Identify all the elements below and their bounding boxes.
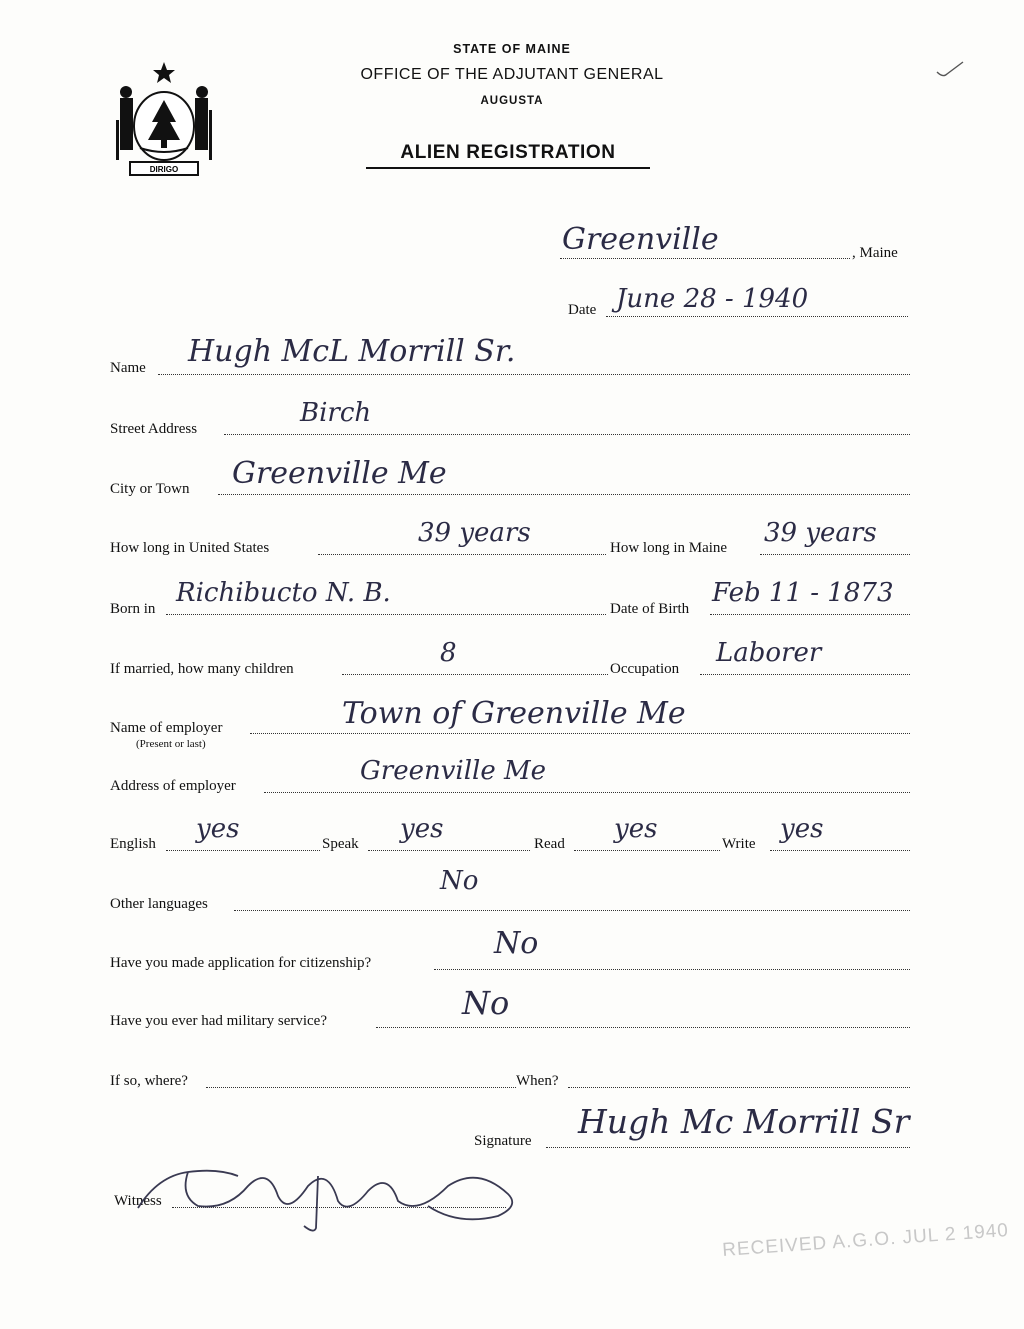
speak-line bbox=[368, 850, 530, 851]
header-state: STATE OF MAINE bbox=[453, 42, 571, 56]
citizenship-label: Have you made application for citizenship? bbox=[110, 955, 372, 971]
signature-value[interactable]: Hugh Mc Morrill Sr bbox=[578, 1102, 910, 1141]
occupation-line bbox=[700, 674, 910, 675]
write-label: Write bbox=[722, 836, 756, 852]
where-label: If so, where? bbox=[110, 1073, 188, 1089]
employer-name-label: Name of employer bbox=[110, 720, 223, 736]
when-label: When? bbox=[516, 1073, 559, 1089]
born-in-value[interactable]: Richibucto N. B. bbox=[176, 578, 391, 608]
speak-label: Speak bbox=[322, 836, 359, 852]
how-long-maine-value[interactable]: 39 years bbox=[764, 518, 877, 548]
citizenship-value[interactable]: No bbox=[494, 926, 539, 961]
received-stamp: RECEIVED A.G.O. JUL 2 1940 bbox=[721, 1220, 1010, 1261]
how-long-maine-label: How long in Maine bbox=[610, 540, 728, 556]
write-value[interactable]: yes bbox=[780, 814, 824, 844]
children-label: If married, how many children bbox=[110, 661, 294, 677]
english-value[interactable]: yes bbox=[196, 814, 240, 844]
other-languages-label: Other languages bbox=[110, 896, 208, 912]
born-in-label: Born in bbox=[110, 601, 156, 617]
other-languages-line bbox=[234, 910, 910, 911]
name-label: Name bbox=[110, 360, 146, 376]
seal-motto: DIRIGO bbox=[149, 165, 179, 174]
form-title: ALIEN REGISTRATION bbox=[366, 142, 650, 169]
employer-address-line bbox=[264, 792, 910, 793]
city-line bbox=[218, 494, 910, 495]
english-line bbox=[166, 850, 320, 851]
employer-name-line bbox=[250, 733, 910, 734]
military-service-label: Have you ever had military service? bbox=[110, 1013, 327, 1029]
name-line bbox=[158, 374, 910, 375]
witness-label: Witness bbox=[114, 1193, 162, 1209]
street-address-value[interactable]: Birch bbox=[300, 398, 372, 428]
how-long-us-value[interactable]: 39 years bbox=[418, 518, 531, 548]
signature-label: Signature bbox=[474, 1133, 532, 1149]
read-value[interactable]: yes bbox=[614, 814, 658, 844]
occupation-label: Occupation bbox=[610, 661, 680, 677]
witness-signature-scrawl bbox=[128, 1146, 548, 1236]
signature-line bbox=[546, 1147, 910, 1148]
employer-address-label: Address of employer bbox=[110, 778, 236, 794]
city-value[interactable]: Greenville Me bbox=[232, 456, 447, 491]
date-of-birth-label: Date of Birth bbox=[610, 601, 690, 617]
employer-name-value[interactable]: Town of Greenville Me bbox=[342, 696, 686, 731]
date-label: Date bbox=[568, 302, 597, 318]
citizenship-line bbox=[434, 969, 910, 970]
city-label: City or Town bbox=[110, 481, 190, 497]
how-long-us-label: How long in United States bbox=[110, 540, 270, 556]
speak-value[interactable]: yes bbox=[400, 814, 444, 844]
write-line bbox=[770, 850, 910, 851]
english-label: English bbox=[110, 836, 156, 852]
date-line bbox=[606, 316, 908, 317]
children-value[interactable]: 8 bbox=[440, 638, 457, 668]
street-address-label: Street Address bbox=[110, 421, 198, 437]
children-line bbox=[342, 674, 608, 675]
date-value[interactable]: June 28 - 1940 bbox=[616, 284, 809, 314]
when-line bbox=[568, 1087, 910, 1088]
date-of-birth-line bbox=[710, 614, 910, 615]
other-languages-value[interactable]: No bbox=[440, 866, 479, 896]
how-long-maine-line bbox=[760, 554, 910, 555]
place-line bbox=[560, 258, 850, 259]
header-office: OFFICE OF THE ADJUTANT GENERAL bbox=[360, 66, 664, 83]
where-line bbox=[206, 1087, 516, 1088]
date-of-birth-value[interactable]: Feb 11 - 1873 bbox=[712, 578, 894, 608]
born-in-line bbox=[166, 614, 606, 615]
how-long-us-line bbox=[318, 554, 606, 555]
read-label: Read bbox=[534, 836, 565, 852]
military-service-line bbox=[376, 1027, 910, 1028]
employer-name-sublabel: (Present or last) bbox=[136, 738, 206, 750]
header-city: AUGUSTA bbox=[480, 95, 544, 107]
military-service-value[interactable]: No bbox=[462, 984, 510, 1022]
employer-address-value[interactable]: Greenville Me bbox=[360, 756, 547, 786]
occupation-value[interactable]: Laborer bbox=[716, 638, 822, 668]
read-line bbox=[574, 850, 720, 851]
street-address-line bbox=[224, 434, 910, 435]
place-value[interactable]: Greenville bbox=[562, 222, 719, 257]
name-value[interactable]: Hugh McL Morrill Sr. bbox=[188, 334, 516, 369]
place-suffix: , Maine bbox=[852, 245, 898, 261]
